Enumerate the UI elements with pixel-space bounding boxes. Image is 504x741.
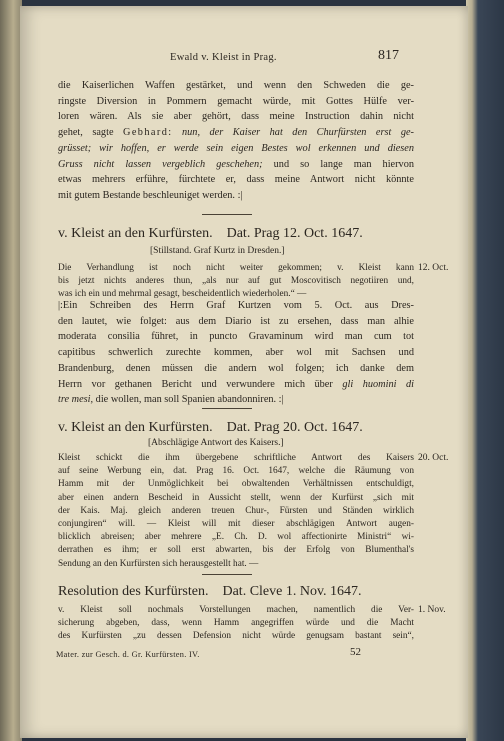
text-line: gehet, sagte Gebhard: nun, der Kaiser hat den Churfürsten erst ge- <box>58 127 414 139</box>
text-line: Hamm mit der Unmöglichkeit bei obwaltenden Verhältnissen entschuldigt, <box>58 479 414 490</box>
text-line: |:Ein Schreiben des Herrn Graf Kurtzen vom 5. Oct. aus Dres- <box>58 300 414 311</box>
section-date: Dat. Prag 12. Oct. 1647. <box>226 226 363 241</box>
intro-paragraph <box>58 78 414 204</box>
book-spine-left <box>0 0 22 741</box>
book-cover-right <box>466 0 504 741</box>
text-line: aber einen andern Bescheid in Aussicht stellt, wenn der Kurfürst „sich mit <box>58 492 414 503</box>
letter-paragraph <box>58 298 414 408</box>
section-heading <box>58 584 414 600</box>
text-line: etwas mehrers erführe, fürchtete er, dass meine Antwort nicht könnte <box>58 174 414 186</box>
section-title: Resolution des Kurfürsten. <box>58 584 209 599</box>
text-line: Brandenburg, denen müssen die andern wol folgen; ich danke dem <box>58 362 414 374</box>
section-heading <box>58 226 414 242</box>
text-line: blicklich abreisen; aber mehrere „E. Ch. D. wol affectionirte Ministri“ wi- <box>58 532 414 543</box>
text-line: conjungiren“ will. — Kleist will mit dieser abschlägigen Antwort augen- <box>58 519 414 530</box>
text-line: sicherung abgeben, dass, wenn Hamm angegriffen würde und die Macht <box>58 618 414 629</box>
text-line: v. Kleist soll nochmals Vorstellungen machen, namentlich die Ver- <box>58 605 414 615</box>
text-line: Gruss nicht lassen vergeblich geschehen; und so lange man hiervon <box>58 158 415 170</box>
margin-date: 12. Oct. <box>418 263 449 273</box>
section-divider <box>202 214 252 215</box>
section-summary <box>58 262 414 302</box>
margin-date: 20. Oct. <box>418 453 449 463</box>
text-line: die Kaiserlichen Waffen gestärket, und wenn den Schweden die ge- <box>58 80 414 91</box>
section-heading <box>58 420 414 436</box>
book-page <box>20 6 468 738</box>
text-line: auf seine Werbung ein, dat. Prag 16. Oct. 1647, welche die Räumung von <box>58 466 414 477</box>
text-line: tre mesi, die wollen, man soll Spanien abandonniren. :| <box>58 394 284 406</box>
section-title: v. Kleist an den Kurfürsten. <box>58 420 213 435</box>
text-line: Kleist schickt die ihm übergebene schriftliche Antwort des Kaisers <box>58 453 414 463</box>
text-line: bis jetzt nichts anderes thun, „als nur auf gut Moscovitisch negotiiren und, <box>58 276 414 287</box>
section-note: [Stillstand. Graf Kurtz in Dresden.] <box>150 246 285 256</box>
section-date: Dat. Prag 20. Oct. 1647. <box>226 420 363 435</box>
text-line: des Kurfürsten „zu dessen Defension nicht würde genugsam bastant sein“, <box>58 631 414 642</box>
page-number: 817 <box>378 48 399 63</box>
text-line: Die Verhandlung ist noch nicht weiter gekommen; v. Kleist kann <box>58 263 414 273</box>
printer-signature: Mater. zur Gesch. d. Gr. Kurfürsten. IV. <box>56 650 200 659</box>
text-line: moderata consilia führet, in puncto Gravaminum wird man cum tot <box>58 331 414 343</box>
margin-date: 1. Nov. <box>418 605 446 615</box>
text-line: Herrn vor gethanen Bericht und verwundere mich über gli huomini di <box>58 378 415 390</box>
text-line: Sendung an den Kurfürsten sich herausgestellt hat. — <box>58 558 259 569</box>
text-line: grüsset; wir hoffen, er werde sein eigen Bestes wol erkennen und diesen <box>58 142 414 154</box>
text-line: derrathen es ihm; er soll erst abwarten, bis der Erfolg von Blumenthal's <box>58 545 414 556</box>
sheet-number: 52 <box>350 646 361 658</box>
text-line: was ich ein und mehrmal gesagt, bescheidentlich wiederholen.“ — <box>58 289 307 300</box>
text-line: capitibus schwerlich zurechte kommen, aber wol mit Sachsen und <box>58 347 414 359</box>
running-title: Ewald v. Kleist in Prag. <box>170 52 277 63</box>
text-line: loren wären. Als sie aber gehört, dass meine Instruction dahin nicht <box>58 111 414 123</box>
section-title: v. Kleist an den Kurfürsten. <box>58 226 213 241</box>
section-summary <box>58 452 414 571</box>
section-note: [Abschlägige Antwort des Kaisers.] <box>148 438 284 448</box>
text-line: den lautet, wie folget: aus dem Diario ist zu ersehen, dass man alhie <box>58 315 414 327</box>
text-line: der Kais. Maj. gleich anderen treuen Chur-, Fürsten und Ständen wirklich <box>58 505 414 516</box>
text-line: ringste Diversion in Pommern gemacht würde, mit Gottes Hülfe ver- <box>58 95 414 107</box>
section-divider <box>202 408 252 409</box>
section-divider <box>202 574 252 575</box>
text-line: mit gutem Bestande beschleuniget werden. :| <box>58 189 243 201</box>
section-summary <box>58 604 414 644</box>
section-date: Dat. Cleve 1. Nov. 1647. <box>222 584 362 599</box>
